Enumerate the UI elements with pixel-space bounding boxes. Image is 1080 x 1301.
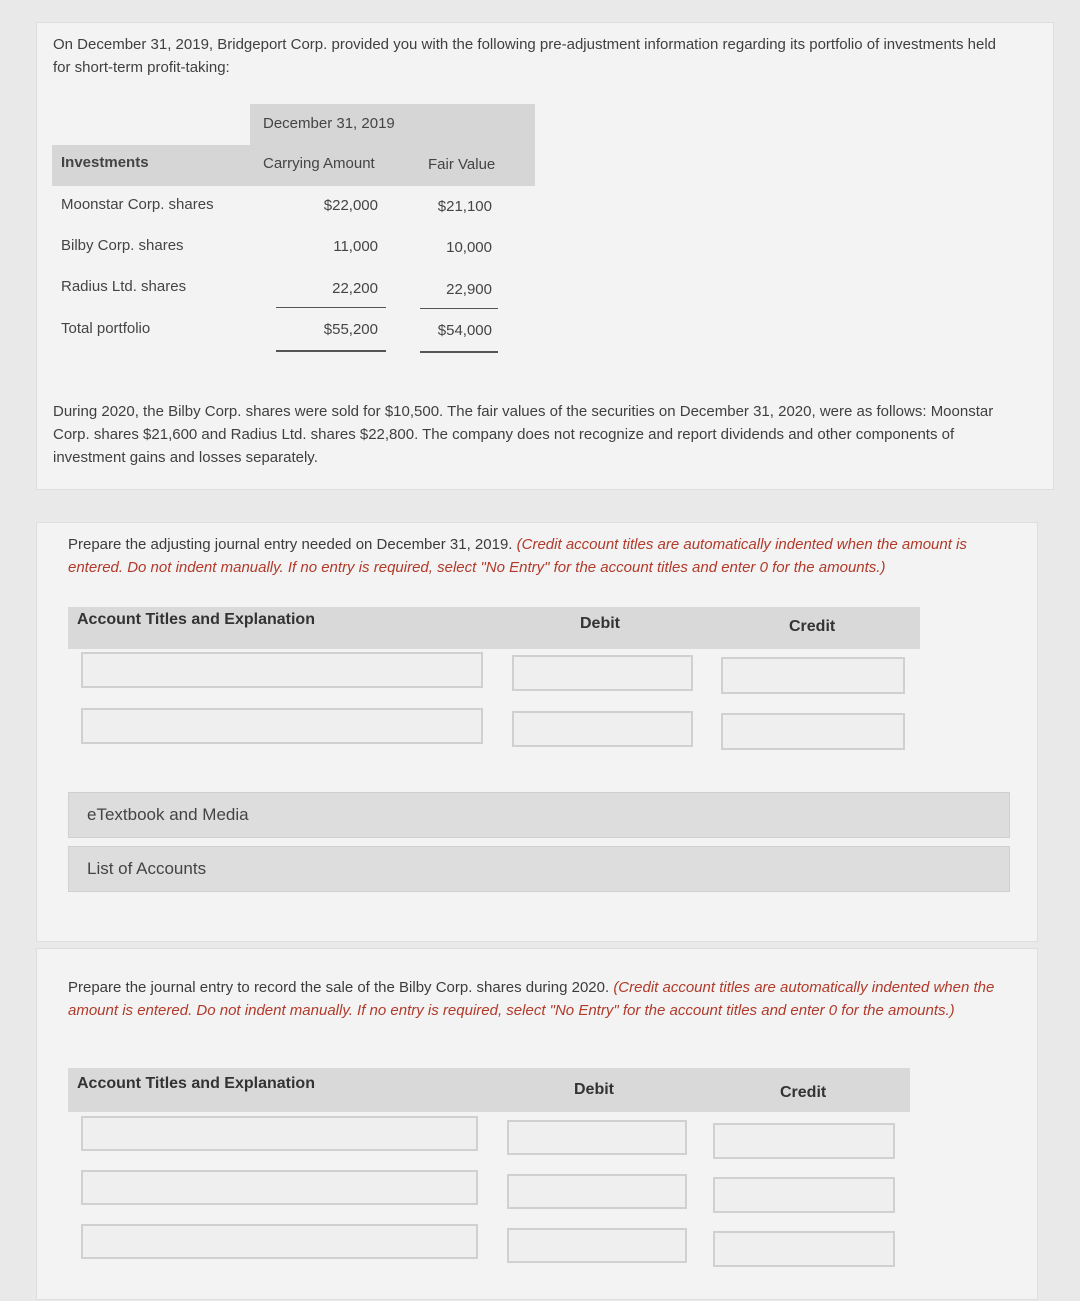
row-fair: $54,000 — [437, 322, 492, 339]
question-1-instruction-text: Prepare the adjusting journal entry needed on December 31, 2019. — [68, 536, 517, 553]
journal-2-credit-input[interactable] — [713, 1177, 895, 1213]
row-name: Bilby Corp. shares — [61, 237, 184, 254]
journal-1-debit-input[interactable] — [512, 711, 693, 747]
etextbook-and-media-label: eTextbook and Media — [87, 805, 249, 824]
row-carrying: 22,200 — [332, 280, 378, 297]
journal-1-header-credit: Credit — [789, 618, 836, 635]
question-2-instruction-text: Prepare the journal entry to record the sale of the Bilby Corp. shares during 2020. — [68, 979, 614, 996]
subtotal-rule-fair — [420, 308, 498, 309]
etextbook-and-media-link[interactable] — [68, 792, 1010, 838]
row-name: Radius Ltd. shares — [61, 278, 187, 295]
journal-2-debit-input[interactable] — [507, 1174, 687, 1209]
row-carrying: $55,200 — [323, 321, 378, 338]
journal-1-account-input[interactable] — [81, 708, 483, 744]
row-name: Moonstar Corp. shares — [61, 196, 214, 213]
journal-2-account-input[interactable] — [81, 1170, 478, 1205]
journal-2-header-account: Account Titles and Explanation — [77, 1075, 315, 1092]
journal-1-header-debit: Debit — [580, 615, 620, 632]
journal-1-account-input[interactable] — [81, 652, 483, 688]
question-2-instruction — [68, 976, 1003, 1022]
subtotal-rule-carrying — [276, 307, 386, 308]
intro-paragraph-1: On December 31, 2019, Bridgeport Corp. provided you with the following pre-adjustment information regarding its portfolio of investments held for short-term profit-taking: — [53, 36, 997, 76]
journal-2-account-input[interactable] — [81, 1224, 478, 1259]
journal-1-credit-input[interactable] — [721, 713, 905, 750]
col-header-carrying-amount: Carrying Amount — [263, 155, 375, 172]
list-of-accounts-link[interactable] — [68, 846, 1010, 892]
journal-2-debit-input[interactable] — [507, 1228, 687, 1263]
row-fair: 22,900 — [446, 281, 492, 298]
row-name: Total portfolio — [61, 320, 151, 337]
row-carrying: $22,000 — [323, 197, 378, 214]
journal-1-header-account: Account Titles and Explanation — [77, 611, 315, 628]
journal-1-debit-input[interactable] — [512, 655, 693, 691]
question-1-instruction-note: (Credit account titles are automatically indented when the amount is entered. Do not indent manually. If no entry is required, select "No Entry" for the account titles and enter 0 for the amounts.) — [68, 536, 967, 576]
col-header-investments: Investments — [61, 154, 149, 171]
portfolio-date-header: December 31, 2019 — [263, 115, 395, 132]
col-header-fair-value: Fair Value — [428, 156, 496, 173]
question-2-instruction-note: (Credit account titles are automatically indented when the amount is entered. Do not indent manually. If no entry is required, select "No Entry" for the account titles and enter 0 for the amounts.) — [68, 979, 995, 1019]
journal-2-credit-input[interactable] — [713, 1123, 895, 1159]
total-rule-carrying — [276, 350, 386, 352]
list-of-accounts-label: List of Accounts — [87, 859, 207, 878]
question-1-instruction — [68, 533, 1003, 579]
journal-2-account-input[interactable] — [81, 1116, 478, 1151]
row-carrying: 11,000 — [333, 238, 378, 255]
journal-2-header-credit: Credit — [780, 1084, 827, 1101]
total-rule-fair — [420, 351, 498, 353]
journal-2-debit-input[interactable] — [507, 1120, 687, 1155]
row-fair: 10,000 — [446, 239, 492, 256]
journal-2-credit-input[interactable] — [713, 1231, 895, 1267]
journal-1-credit-input[interactable] — [721, 657, 905, 694]
intro-paragraph-2: During 2020, the Bilby Corp. shares were sold for $10,500. The fair values of the securities on December 31, 2020, were as follows: Moonstar Corp. shares $21,600 and Radius Ltd. shares $22,800. The company does not recognize and report dividends and other components of investment gains and losses separately. — [53, 403, 994, 466]
journal-2-header-debit: Debit — [574, 1081, 614, 1098]
row-fair: $21,100 — [437, 198, 492, 215]
